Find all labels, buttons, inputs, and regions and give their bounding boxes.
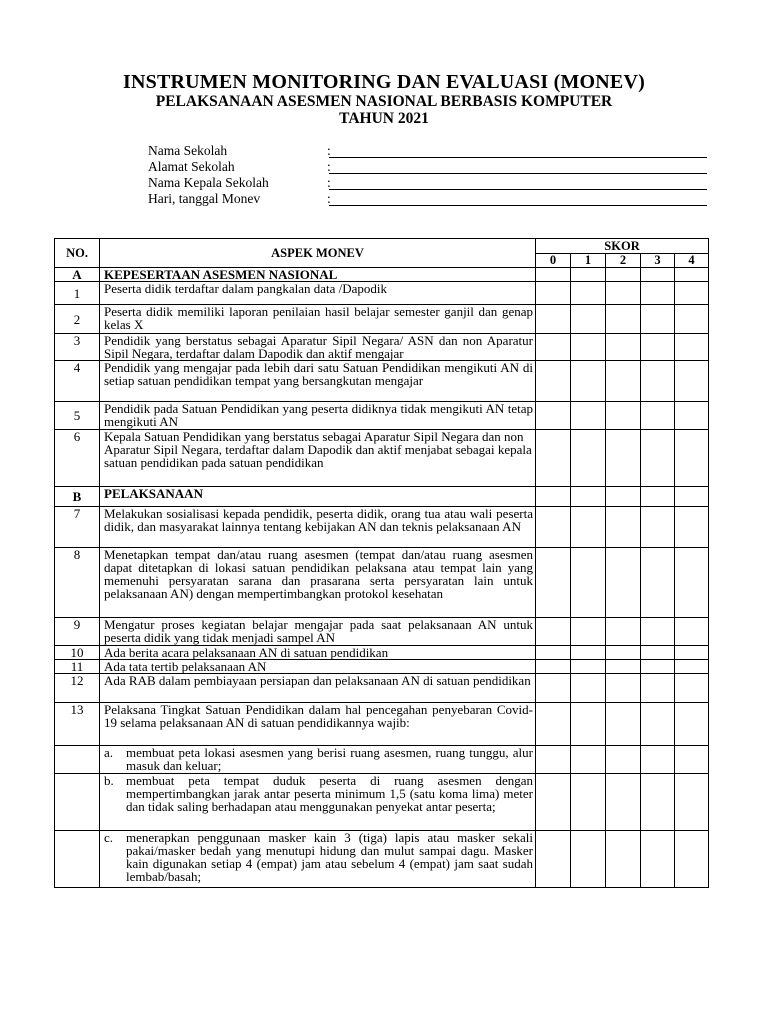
score-cell[interactable] bbox=[606, 402, 641, 430]
section-letter: B bbox=[55, 487, 100, 507]
score-cell[interactable] bbox=[675, 361, 709, 402]
item-description: Peserta didik memiliki laporan penilaian hasil belajar semester ganjil dan genap kelas X bbox=[100, 305, 536, 334]
score-cell[interactable] bbox=[641, 646, 675, 660]
score-cell[interactable] bbox=[641, 674, 675, 703]
table-row bbox=[55, 646, 709, 660]
score-cell[interactable] bbox=[606, 282, 641, 305]
score-cell[interactable] bbox=[536, 548, 571, 618]
info-colon: : bbox=[327, 143, 331, 158]
score-cell[interactable] bbox=[606, 268, 641, 282]
section-title: KEPESERTAAN ASESMEN NASIONAL bbox=[100, 268, 536, 282]
score-cell[interactable] bbox=[536, 703, 571, 746]
item-description: Mengatur proses kegiatan belajar mengajar pada saat pelaksanaan AN untuk peserta didik yang tidak menjadi sampel AN bbox=[100, 618, 536, 646]
score-cell[interactable] bbox=[641, 402, 675, 430]
score-cell[interactable] bbox=[536, 646, 571, 660]
score-cell[interactable] bbox=[641, 746, 675, 774]
info-row-school-address bbox=[148, 159, 718, 175]
score-header-4: 4 bbox=[675, 254, 709, 268]
score-cell[interactable] bbox=[641, 282, 675, 305]
score-cell[interactable] bbox=[571, 305, 606, 334]
score-cell[interactable] bbox=[606, 487, 641, 507]
score-cell[interactable] bbox=[536, 282, 571, 305]
score-cell[interactable] bbox=[675, 774, 709, 831]
school-address-field[interactable] bbox=[329, 173, 707, 174]
score-cell[interactable] bbox=[641, 548, 675, 618]
info-label: Nama Sekolah bbox=[148, 143, 228, 158]
score-cell[interactable] bbox=[641, 618, 675, 646]
score-cell[interactable] bbox=[606, 334, 641, 361]
table-row bbox=[55, 334, 709, 361]
principal-name-field[interactable] bbox=[329, 189, 707, 190]
table-row bbox=[55, 774, 709, 831]
column-header-no: NO. bbox=[55, 239, 100, 268]
score-cell[interactable] bbox=[571, 646, 606, 660]
score-cell[interactable] bbox=[571, 774, 606, 831]
info-colon: : bbox=[327, 191, 331, 206]
score-cell[interactable] bbox=[641, 361, 675, 402]
score-cell[interactable] bbox=[606, 361, 641, 402]
score-cell[interactable] bbox=[536, 361, 571, 402]
score-cell[interactable] bbox=[606, 305, 641, 334]
info-label: Nama Kepala Sekolah bbox=[148, 175, 269, 190]
score-cell[interactable] bbox=[675, 430, 709, 487]
document-title: INSTRUMEN MONITORING DAN EVALUASI (MONEV) bbox=[123, 71, 645, 93]
score-cell[interactable] bbox=[571, 831, 606, 888]
table-row bbox=[55, 618, 709, 646]
score-cell[interactable] bbox=[606, 507, 641, 548]
info-row-school-name bbox=[148, 143, 718, 159]
info-row-principal-name bbox=[148, 175, 718, 191]
item-number: 13 bbox=[55, 703, 100, 746]
column-header-skor: SKOR bbox=[536, 239, 709, 254]
table-row bbox=[55, 548, 709, 618]
score-cell[interactable] bbox=[536, 268, 571, 282]
score-header-2: 2 bbox=[606, 254, 641, 268]
item-description: Pendidik pada Satuan Pendidikan yang peserta didiknya tidak mengikuti AN tetap mengikuti AN bbox=[100, 402, 536, 430]
item-number: 9 bbox=[55, 618, 100, 646]
score-cell[interactable] bbox=[675, 305, 709, 334]
empty-number-cell bbox=[55, 746, 100, 774]
table-row bbox=[55, 402, 709, 430]
score-cell[interactable] bbox=[536, 618, 571, 646]
score-cell[interactable] bbox=[675, 507, 709, 548]
score-cell[interactable] bbox=[675, 660, 709, 674]
score-cell[interactable] bbox=[675, 831, 709, 888]
score-header-0: 0 bbox=[536, 254, 571, 268]
score-cell[interactable] bbox=[536, 674, 571, 703]
score-cell[interactable] bbox=[641, 703, 675, 746]
table-row bbox=[55, 361, 709, 402]
monev-table bbox=[54, 238, 709, 888]
table-row bbox=[55, 507, 709, 548]
item-description: Pendidik yang mengajar pada lebih dari satu Satuan Pendidikan mengikuti AN di setiap satuan pendidikan tempat yang bersangkutan mengajar bbox=[100, 361, 536, 402]
item-number: 12 bbox=[55, 674, 100, 703]
monev-date-field[interactable] bbox=[329, 205, 707, 206]
score-header-3: 3 bbox=[641, 254, 675, 268]
score-cell[interactable] bbox=[641, 334, 675, 361]
subitem-letter: a. bbox=[104, 745, 114, 760]
item-number: 11 bbox=[55, 660, 100, 674]
score-cell[interactable] bbox=[641, 430, 675, 487]
item-number: 10 bbox=[55, 646, 100, 660]
item-number: 5 bbox=[55, 402, 100, 430]
score-cell[interactable] bbox=[536, 430, 571, 487]
item-number: 6 bbox=[55, 430, 100, 487]
subitem-text: membuat peta lokasi asesmen yang berisi ruang asesmen, ruang tunggu, alur masuk dan keluar; bbox=[126, 745, 533, 773]
score-cell[interactable] bbox=[606, 646, 641, 660]
score-cell[interactable] bbox=[571, 618, 606, 646]
item-number: 4 bbox=[55, 361, 100, 402]
table-row bbox=[55, 746, 709, 774]
score-cell[interactable] bbox=[536, 334, 571, 361]
item-number: 2 bbox=[55, 305, 100, 334]
table-row bbox=[55, 703, 709, 746]
item-description: Kepala Satuan Pendidikan yang berstatus sebagai Aparatur Sipil Negara dan non Aparatur Sipil Negara, terdaftar dalam Dapodik dan aktif menjabat sebagai kepala satuan pendidikan pada satuan pendidikan bbox=[100, 430, 536, 487]
item-description: Ada tata tertib pelaksanaan AN bbox=[100, 660, 536, 674]
score-cell[interactable] bbox=[536, 507, 571, 548]
score-cell[interactable] bbox=[606, 660, 641, 674]
info-label: Alamat Sekolah bbox=[148, 159, 235, 174]
item-description: Melakukan sosialisasi kepada pendidik, peserta didik, orang tua atau wali peserta didik, dan masyarakat lainnya tentang kebijakan AN dan teknis pelaksanaan AN bbox=[100, 507, 536, 548]
info-colon: : bbox=[327, 175, 331, 190]
info-colon: : bbox=[327, 159, 331, 174]
score-cell[interactable] bbox=[675, 268, 709, 282]
info-row-monev-date bbox=[148, 191, 718, 207]
subitem bbox=[100, 746, 536, 774]
score-cell[interactable] bbox=[571, 660, 606, 674]
score-cell[interactable] bbox=[641, 268, 675, 282]
score-cell[interactable] bbox=[675, 674, 709, 703]
score-cell[interactable] bbox=[675, 402, 709, 430]
score-cell[interactable] bbox=[641, 487, 675, 507]
score-cell[interactable] bbox=[571, 674, 606, 703]
score-cell[interactable] bbox=[606, 618, 641, 646]
score-cell[interactable] bbox=[536, 487, 571, 507]
section-letter: A bbox=[55, 268, 100, 282]
section-row-a bbox=[55, 268, 709, 282]
score-cell[interactable] bbox=[536, 402, 571, 430]
item-description: Menetapkan tempat dan/atau ruang asesmen (tempat dan/atau ruang asesmen dapat ditetapkan di lokasi satuan pendidikan pelaksana atau tempat lain yang memenuhi persyaratan sarana dan prasarana serta persyaratan lain untuk pelaksanaan AN) dengan mempertimbangkan protokol kesehatan bbox=[100, 548, 536, 618]
item-description: Ada RAB dalam pembiayaan persiapan dan pelaksanaan AN di satuan pendidikan bbox=[100, 674, 536, 703]
school-name-field[interactable] bbox=[329, 157, 707, 158]
table-row bbox=[55, 660, 709, 674]
column-header-aspek: ASPEK MONEV bbox=[100, 239, 536, 268]
score-cell[interactable] bbox=[571, 507, 606, 548]
table-row bbox=[55, 674, 709, 703]
table-row bbox=[55, 305, 709, 334]
table-header-row bbox=[55, 239, 709, 254]
score-cell[interactable] bbox=[571, 282, 606, 305]
item-number: 3 bbox=[55, 334, 100, 361]
score-cell[interactable] bbox=[571, 703, 606, 746]
school-info-form bbox=[148, 143, 718, 207]
section-row-b bbox=[55, 487, 709, 507]
empty-number-cell bbox=[55, 774, 100, 831]
score-cell[interactable] bbox=[571, 361, 606, 402]
score-cell[interactable] bbox=[536, 746, 571, 774]
score-cell[interactable] bbox=[606, 703, 641, 746]
table-row bbox=[55, 282, 709, 305]
score-cell[interactable] bbox=[606, 774, 641, 831]
table-row bbox=[55, 430, 709, 487]
score-cell[interactable] bbox=[675, 646, 709, 660]
document-year: TAHUN 2021 bbox=[339, 110, 429, 127]
item-number: 1 bbox=[55, 282, 100, 305]
score-cell[interactable] bbox=[675, 282, 709, 305]
item-description: Pelaksana Tingkat Satuan Pendidikan dalam hal pencegahan penyebaran Covid-19 selama pelaksanaan AN di satuan pendidikannya wajib: bbox=[100, 703, 536, 746]
item-number: 7 bbox=[55, 507, 100, 548]
score-cell[interactable] bbox=[536, 831, 571, 888]
document-subtitle: PELAKSANAAN ASESMEN NASIONAL BERBASIS KOMPUTER bbox=[155, 93, 613, 110]
score-cell[interactable] bbox=[571, 548, 606, 618]
subitem bbox=[100, 774, 536, 831]
score-cell[interactable] bbox=[675, 487, 709, 507]
subitem bbox=[100, 831, 536, 888]
score-cell[interactable] bbox=[606, 548, 641, 618]
score-cell[interactable] bbox=[641, 305, 675, 334]
subitem-letter: b. bbox=[104, 773, 114, 788]
score-cell[interactable] bbox=[571, 487, 606, 507]
score-cell[interactable] bbox=[536, 305, 571, 334]
subitem-text: membuat peta tempat duduk peserta di ruang asesmen dengan mempertimbangkan jarak antar peserta minimum 1,5 (satu koma lima) meter dan tidak saling berhadapan atau menggunakan penyekat antar peserta; bbox=[126, 773, 533, 814]
table-row bbox=[55, 831, 709, 888]
item-description: Ada berita acara pelaksanaan AN di satuan pendidikan bbox=[100, 646, 536, 660]
item-number: 8 bbox=[55, 548, 100, 618]
score-cell[interactable] bbox=[571, 746, 606, 774]
score-cell[interactable] bbox=[641, 831, 675, 888]
item-description: Peserta didik terdaftar dalam pangkalan data /Dapodik bbox=[100, 282, 536, 305]
score-cell[interactable] bbox=[571, 334, 606, 361]
score-cell[interactable] bbox=[606, 746, 641, 774]
section-title: PELAKSANAAN bbox=[100, 487, 536, 507]
score-cell[interactable] bbox=[675, 746, 709, 774]
item-description: Pendidik yang berstatus sebagai Aparatur Sipil Negara/ ASN dan non Aparatur Sipil Negara, terdaftar dalam Dapodik dan aktif mengajar bbox=[100, 334, 536, 361]
subitem-text: menerapkan penggunaan masker kain 3 (tiga) lapis atau masker sekali pakai/masker bedah yang menutupi hidung dan mulut sampai dagu. Masker kain digunakan setiap 4 (empat) jam atau sebelum 4 (empat) jam saat sudah lembab/basah; bbox=[126, 830, 533, 884]
score-cell[interactable] bbox=[536, 660, 571, 674]
score-cell[interactable] bbox=[606, 430, 641, 487]
score-cell[interactable] bbox=[606, 674, 641, 703]
info-label: Hari, tanggal Monev bbox=[148, 191, 261, 206]
score-cell[interactable] bbox=[641, 774, 675, 831]
score-cell[interactable] bbox=[641, 660, 675, 674]
score-cell[interactable] bbox=[536, 774, 571, 831]
score-cell[interactable] bbox=[675, 618, 709, 646]
subitem-letter: c. bbox=[104, 830, 114, 845]
score-cell[interactable] bbox=[606, 831, 641, 888]
score-cell[interactable] bbox=[641, 507, 675, 548]
empty-number-cell bbox=[55, 831, 100, 888]
score-header-1: 1 bbox=[571, 254, 606, 268]
score-cell[interactable] bbox=[571, 268, 606, 282]
score-cell[interactable] bbox=[675, 548, 709, 618]
score-cell[interactable] bbox=[675, 334, 709, 361]
score-cell[interactable] bbox=[571, 430, 606, 487]
score-cell[interactable] bbox=[675, 703, 709, 746]
score-cell[interactable] bbox=[571, 402, 606, 430]
